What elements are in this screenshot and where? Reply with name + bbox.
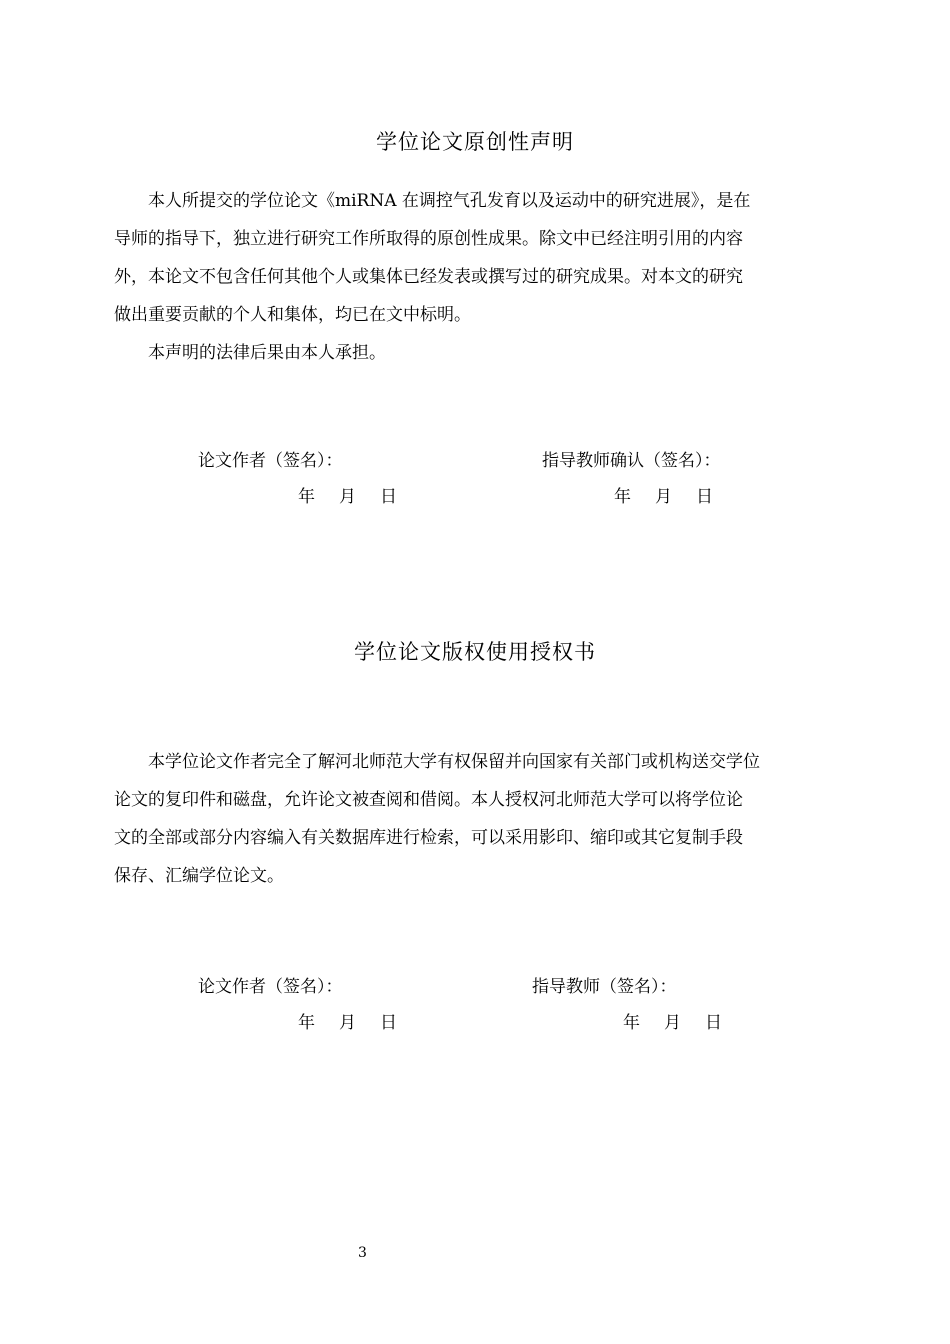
year-label: 年 — [298, 487, 315, 507]
month-label: 月 — [339, 487, 356, 507]
declaration-advisor-date — [614, 482, 713, 507]
year-label: 年 — [614, 487, 631, 507]
declaration-liability: 本声明的法律后果由本人承担。 — [148, 343, 386, 363]
day-label: 日 — [696, 487, 713, 507]
month-label: 月 — [664, 1013, 681, 1033]
authorization-advisor-date — [623, 1008, 722, 1033]
declaration-author-date — [298, 482, 397, 507]
day-label: 日 — [705, 1013, 722, 1033]
declaration-line-4: 做出重要贡献的个人和集体，均已在文中标明。 — [114, 305, 471, 325]
authorization-line-2: 论文的复印件和磁盘，允许论文被查阅和借阅。本人授权河北师范大学可以将学位论 — [114, 790, 743, 810]
declaration-title: 学位论文原创性声明 — [376, 130, 574, 154]
year-label: 年 — [298, 1013, 315, 1033]
authorization-line-3: 文的全部或部分内容编入有关数据库进行检索，可以采用影印、缩印或其它复制手段 — [114, 828, 743, 848]
month-label: 月 — [655, 487, 672, 507]
authorization-author-date — [298, 1008, 397, 1033]
day-label: 日 — [380, 1013, 397, 1033]
day-label: 日 — [380, 487, 397, 507]
authorization-advisor-signature-label: 指导教师（签名）： — [532, 977, 677, 997]
declaration-author-signature-label: 论文作者（签名）： — [198, 451, 343, 471]
authorization-title: 学位论文版权使用授权书 — [354, 640, 596, 664]
month-label: 月 — [339, 1013, 356, 1033]
authorization-line-1: 本学位论文作者完全了解河北师范大学有权保留并向国家有关部门或机构送交学位 — [148, 752, 760, 772]
year-label: 年 — [623, 1013, 640, 1033]
declaration-line-1: 本人所提交的学位论文《miRNA 在调控气孔发育以及运动中的研究进展》，是在 — [148, 191, 751, 211]
declaration-advisor-signature-label: 指导教师确认（签名）： — [542, 451, 721, 471]
authorization-body — [114, 743, 836, 895]
authorization-author-signature-label: 论文作者（签名）： — [198, 977, 343, 997]
page-number: 3 — [358, 1245, 367, 1261]
declaration-line-2: 导师的指导下，独立进行研究工作所取得的原创性成果。除文中已经注明引用的内容 — [114, 229, 743, 249]
declaration-body — [114, 182, 836, 372]
authorization-line-4: 保存、汇编学位论文。 — [114, 866, 284, 886]
declaration-line-3: 外，本论文不包含任何其他个人或集体已经发表或撰写过的研究成果。对本文的研究 — [114, 267, 743, 287]
